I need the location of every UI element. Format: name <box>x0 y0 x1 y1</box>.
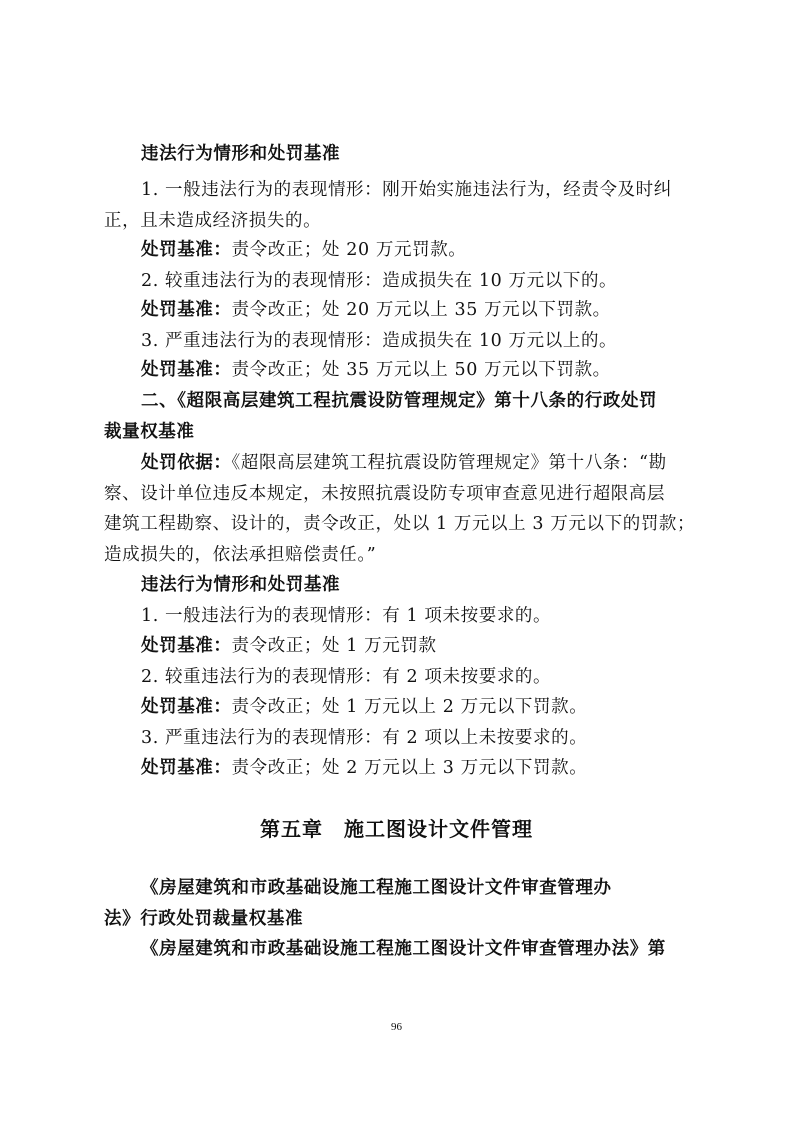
penalty-text: 责令改正；处 35 万元以上 50 万元以下罚款。 <box>231 360 611 380</box>
item-text: 1. 一般违法行为的表现情形：有 1 项未按要求的。 <box>141 606 552 626</box>
penalty-text: 责令改正；处 1 万元以上 2 万元以下罚款。 <box>231 697 588 717</box>
section-title: 法》行政处罚裁量权基准 <box>104 909 304 929</box>
basis-text: 察、设计单位违反本规定，未按照抗震设防专项审查意见进行超限高层 <box>104 484 666 504</box>
penalty-label: 处罚基准： <box>141 240 232 260</box>
section-heading: 违法行为情形和处罚基准 <box>141 575 341 595</box>
item-text: 正，且未造成经济损失的。 <box>104 211 322 231</box>
chapter-title: 第五章 施工图设计文件管理 <box>260 817 533 841</box>
penalty-label: 处罚基准： <box>141 360 232 380</box>
basis-text: 《超限高层建筑工程抗震设防管理规定》第十八条：“勘 <box>231 453 667 473</box>
basis-text: 造成损失的，依法承担赔偿责任。” <box>104 545 377 565</box>
item-text: 1. 一般违法行为的表现情形：刚开始实施违法行为，经责令及时纠 <box>141 180 672 200</box>
body-text: 《房屋建筑和市政基础设施工程施工图设计文件审查管理办法》第 <box>141 939 666 959</box>
penalty-label: 处罚基准： <box>141 758 232 778</box>
penalty-row <box>141 695 587 719</box>
penalty-label: 处罚基准： <box>141 697 232 717</box>
section-title: 《房屋建筑和市政基础设施工程施工图设计文件审查管理办 <box>141 878 612 898</box>
basis-label: 处罚依据： <box>141 453 232 473</box>
section-heading: 违法行为情形和处罚基准 <box>141 144 341 164</box>
penalty-row <box>141 358 611 382</box>
item-text: 3. 严重违法行为的表现情形：造成损失在 10 万元以上的。 <box>141 331 618 351</box>
penalty-text: 责令改正；处 1 万元罚款 <box>231 636 437 656</box>
item-text: 2. 较重违法行为的表现情形：造成损失在 10 万元以下的。 <box>141 271 618 291</box>
penalty-label: 处罚基准： <box>141 636 232 656</box>
section-title: 裁量权基准 <box>104 422 195 442</box>
item-text: 3. 严重违法行为的表现情形：有 2 项以上未按要求的。 <box>141 728 588 748</box>
item-text: 2. 较重违法行为的表现情形：有 2 项未按要求的。 <box>141 667 552 687</box>
penalty-text: 责令改正；处 20 万元罚款。 <box>231 240 467 260</box>
penalty-row <box>141 298 611 322</box>
section-title: 二、《超限高层建筑工程抗震设防管理规定》第十八条的行政处罚 <box>141 391 658 411</box>
penalty-row <box>141 634 437 658</box>
penalty-label: 处罚基准： <box>141 300 232 320</box>
basis-row <box>141 451 667 475</box>
penalty-row <box>141 238 466 262</box>
penalty-text: 责令改正；处 2 万元以上 3 万元以下罚款。 <box>231 758 588 778</box>
penalty-text: 责令改正；处 20 万元以上 35 万元以下罚款。 <box>231 300 611 320</box>
page-number: 96 <box>391 1021 402 1033</box>
penalty-row <box>141 756 587 780</box>
basis-text: 建筑工程勘察、设计的，责令改正，处以 1 万元以上 3 万元以下的罚款； <box>104 514 696 534</box>
